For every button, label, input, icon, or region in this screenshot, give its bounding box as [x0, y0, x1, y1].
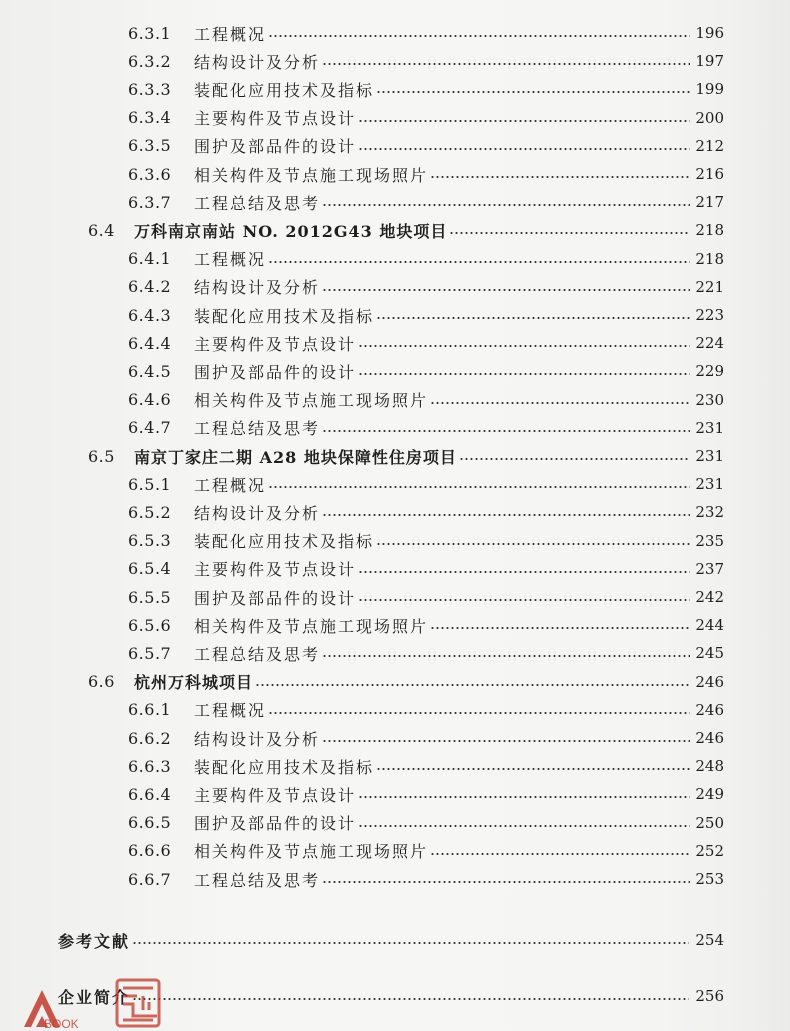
toc-subsection-entry[interactable] [128, 528, 724, 554]
toc-entry-number: 6.5.6 [128, 615, 172, 635]
toc-entry-title: 相关构件及节点施工现场照片 [194, 616, 429, 636]
toc-entry-number: 6.4.4 [128, 333, 172, 353]
toc-entry-page-number: 217 [695, 193, 724, 212]
toc-subsection-entry[interactable] [128, 753, 724, 779]
toc-entry-number: 6.5.7 [128, 643, 172, 663]
toc-subsection-entry[interactable] [128, 274, 724, 300]
toc-entry-number: 6.3.1 [128, 23, 172, 43]
toc-entry-number: 6.3.2 [128, 51, 172, 71]
toc-entry-title: 结构设计及分析 [194, 52, 321, 72]
dot-leader [358, 825, 690, 827]
toc-entry-page-number: 249 [695, 785, 724, 804]
toc-entry-title: 结构设计及分析 [194, 278, 321, 298]
toc-entry-title: 工程概况 [194, 701, 267, 721]
toc-entry-title: 结构设计及分析 [194, 503, 321, 523]
toc-entry-page-number: 231 [695, 475, 724, 494]
toc-entry-number: 6.3.3 [128, 79, 172, 99]
toc-entry-title: 装配化应用技术及指标 [194, 306, 375, 326]
toc-entry-number: 6.4.7 [128, 418, 172, 438]
toc-back-matter-title: 参考文献 [58, 931, 131, 951]
toc-entry-title: 装配化应用技术及指标 [194, 80, 375, 100]
dot-leader [322, 289, 690, 291]
toc-entry-page-number: 248 [695, 757, 724, 776]
toc-entry-number: 6.3.7 [128, 192, 172, 212]
toc-subsection-entry[interactable] [128, 725, 724, 751]
dot-leader [322, 655, 690, 657]
toc-entry-title: 围护及部品件的设计 [194, 362, 357, 382]
toc-subsection-entry[interactable] [128, 415, 724, 441]
toc-entry-page-number: 218 [695, 249, 724, 268]
dot-leader [255, 684, 690, 686]
dot-leader [358, 120, 690, 122]
toc-subsection-entry[interactable] [128, 556, 724, 582]
toc-entry-number: 6.6 [88, 672, 115, 692]
toc-subsection-entry[interactable] [128, 781, 724, 807]
dot-leader [430, 176, 690, 178]
toc-entry-number: 6.4.1 [128, 249, 172, 269]
toc-subsection-entry[interactable] [128, 387, 724, 413]
toc-subsection-entry[interactable] [128, 76, 724, 102]
toc-entry-title: 工程总结及思考 [194, 870, 321, 890]
toc-entry-number: 6.5.1 [128, 474, 172, 494]
toc-entry-title: 结构设计及分析 [194, 729, 321, 749]
svg-text:BOOK: BOOK [44, 1017, 79, 1031]
dot-leader [358, 571, 690, 573]
toc-entry-page-number: 235 [695, 531, 724, 550]
toc-subsection-entry[interactable] [128, 161, 724, 187]
toc-entry-number: 6.4.6 [128, 390, 172, 410]
toc-subsection-entry[interactable] [128, 697, 724, 723]
toc-entry-number: 6.5.3 [128, 531, 172, 551]
toc-subsection-entry[interactable] [128, 866, 724, 892]
toc-back-matter-page-number: 254 [695, 931, 724, 949]
toc-entry-page-number: 199 [695, 80, 724, 99]
dot-leader [358, 373, 690, 375]
toc-entry-number: 6.3.4 [128, 108, 172, 128]
toc-entry-page-number: 218 [695, 221, 724, 240]
toc-subsection-entry[interactable] [128, 612, 724, 638]
toc-entry-page-number: 197 [695, 52, 724, 71]
toc-entry-title: 南京丁家庄二期 A28 地块保障性住房项目 [134, 447, 457, 467]
seal-stamp-icon [117, 980, 159, 1026]
dot-leader [358, 599, 690, 601]
toc-entry-title: 围护及部品件的设计 [194, 137, 357, 157]
dot-leader [430, 627, 690, 629]
toc-entry-page-number: 224 [695, 334, 724, 353]
toc-entry-number: 6.5.5 [128, 587, 172, 607]
dot-leader [376, 768, 690, 770]
dot-leader [322, 881, 690, 883]
toc-entry-number: 6.5 [88, 446, 115, 466]
toc-subsection-entry[interactable] [128, 584, 724, 610]
toc-entry-title: 主要构件及节点设计 [194, 109, 357, 129]
toc-entry-number: 6.6.4 [128, 784, 172, 804]
toc-entry-number: 6.6.5 [128, 813, 172, 833]
toc-entry-title: 围护及部品件的设计 [194, 588, 357, 608]
toc-subsection-entry[interactable] [128, 330, 724, 356]
dot-leader [430, 853, 690, 855]
toc-subsection-entry[interactable] [128, 471, 724, 497]
toc-back-matter-entry[interactable] [58, 926, 724, 954]
book-watermark-logo [22, 972, 192, 1031]
toc-entry-page-number: 200 [695, 108, 724, 127]
dot-leader [358, 796, 690, 798]
toc-entry-page-number: 246 [695, 729, 724, 747]
toc-subsection-entry[interactable] [128, 838, 724, 864]
toc-entry-title: 主要构件及节点设计 [194, 560, 357, 580]
toc-entry-page-number: 253 [695, 870, 724, 888]
toc-entry-page-number: 196 [695, 24, 724, 42]
toc-subsection-entry[interactable] [128, 358, 724, 384]
toc-entry-title: 相关构件及节点施工现场照片 [194, 391, 429, 411]
dot-leader [132, 998, 689, 1000]
toc-entry-page-number: 246 [695, 700, 724, 719]
toc-entry-page-number: 216 [695, 165, 724, 183]
toc-entry-title: 工程概况 [194, 475, 267, 495]
toc-section-entry[interactable] [88, 669, 724, 695]
toc-entry-title: 杭州万科城项目 [134, 673, 254, 693]
dot-leader [322, 430, 690, 432]
toc-entry-page-number: 223 [695, 306, 724, 324]
dot-leader [322, 740, 690, 742]
toc-subsection-entry[interactable] [128, 810, 724, 836]
dot-leader [322, 514, 690, 516]
dot-leader [459, 458, 690, 460]
toc-subsection-entry[interactable] [128, 189, 724, 215]
dot-leader [358, 148, 690, 150]
toc-subsection-entry[interactable] [128, 20, 724, 46]
dot-leader [322, 63, 690, 65]
toc-entry-title: 主要构件及节点设计 [194, 785, 357, 805]
toc-entry-page-number: 229 [695, 362, 724, 381]
toc-entry-number: 6.4 [88, 220, 115, 240]
toc-entry-title: 装配化应用技术及指标 [194, 757, 375, 777]
toc-entry-page-number: 252 [695, 841, 724, 860]
toc-entry-page-number: 242 [695, 588, 724, 606]
page-shadow [730, 0, 790, 1031]
dot-leader [132, 942, 689, 944]
toc-entry-number: 6.5.4 [128, 559, 172, 579]
dot-leader [376, 543, 690, 545]
toc-section-entry[interactable] [88, 443, 724, 469]
toc-entry-page-number: 245 [695, 644, 724, 663]
toc-entry-page-number: 237 [695, 559, 724, 578]
toc-entry-number: 6.3.5 [128, 136, 172, 156]
toc-entry-number: 6.4.2 [128, 277, 172, 297]
toc-entry-number: 6.5.2 [128, 502, 172, 522]
toc-section-entry[interactable] [88, 217, 724, 243]
toc-entry-number: 6.6.6 [128, 841, 172, 861]
toc-subsection-entry[interactable] [128, 640, 724, 666]
toc-entry-title: 万科南京南站 NO. 2012G43 地块项目 [134, 221, 448, 241]
dot-leader [268, 712, 690, 714]
toc-entry-page-number: 231 [695, 447, 724, 465]
toc-entry-number: 6.6.3 [128, 756, 172, 776]
toc-entry-number: 6.6.1 [128, 700, 172, 720]
dot-leader [358, 345, 690, 347]
toc-subsection-entry[interactable] [128, 133, 724, 159]
toc-entry-title: 围护及部品件的设计 [194, 814, 357, 834]
dot-leader [376, 91, 690, 93]
toc-entry-page-number: 231 [695, 418, 724, 437]
toc-entry-title: 工程概况 [194, 24, 267, 44]
toc-back-matter-title: 企业简介 [58, 987, 131, 1007]
toc-entry-number: 6.3.6 [128, 164, 172, 184]
toc-subsection-entry[interactable] [128, 48, 724, 74]
toc-entry-page-number: 232 [695, 503, 724, 522]
toc-entry-title: 相关构件及节点施工现场照片 [194, 165, 429, 185]
toc-subsection-entry[interactable] [128, 499, 724, 525]
dot-leader [449, 232, 690, 234]
toc-entry-number: 6.6.7 [128, 869, 172, 889]
toc-entry-page-number: 250 [695, 813, 724, 832]
toc-entry-title: 主要构件及节点设计 [194, 334, 357, 354]
toc-entry-title: 工程总结及思考 [194, 419, 321, 439]
toc-entry-page-number: 244 [695, 616, 724, 635]
toc-entry-number: 6.4.3 [128, 305, 172, 325]
toc-entry-page-number: 221 [695, 277, 724, 296]
toc-entry-title: 工程概况 [194, 250, 267, 270]
toc-entry-page-number: 230 [695, 390, 724, 409]
toc-subsection-entry[interactable] [128, 302, 724, 328]
toc-subsection-entry[interactable] [128, 105, 724, 131]
toc-entry-number: 6.6.2 [128, 728, 172, 748]
dot-leader [376, 317, 690, 319]
dot-leader [322, 204, 690, 206]
toc-entry-title: 相关构件及节点施工现场照片 [194, 842, 429, 862]
toc-back-matter-page-number: 256 [695, 987, 724, 1005]
toc-subsection-entry[interactable] [128, 246, 724, 272]
toc-entry-title: 工程总结及思考 [194, 193, 321, 213]
toc-entry-title: 装配化应用技术及指标 [194, 532, 375, 552]
dot-leader [268, 261, 690, 263]
dot-leader [268, 486, 690, 488]
dot-leader [430, 402, 690, 404]
toc-entry-number: 6.4.5 [128, 361, 172, 381]
toc-entry-page-number: 212 [695, 136, 724, 155]
toc-entry-title: 工程总结及思考 [194, 644, 321, 664]
toc-entry-page-number: 246 [695, 672, 724, 691]
dot-leader [268, 35, 690, 37]
